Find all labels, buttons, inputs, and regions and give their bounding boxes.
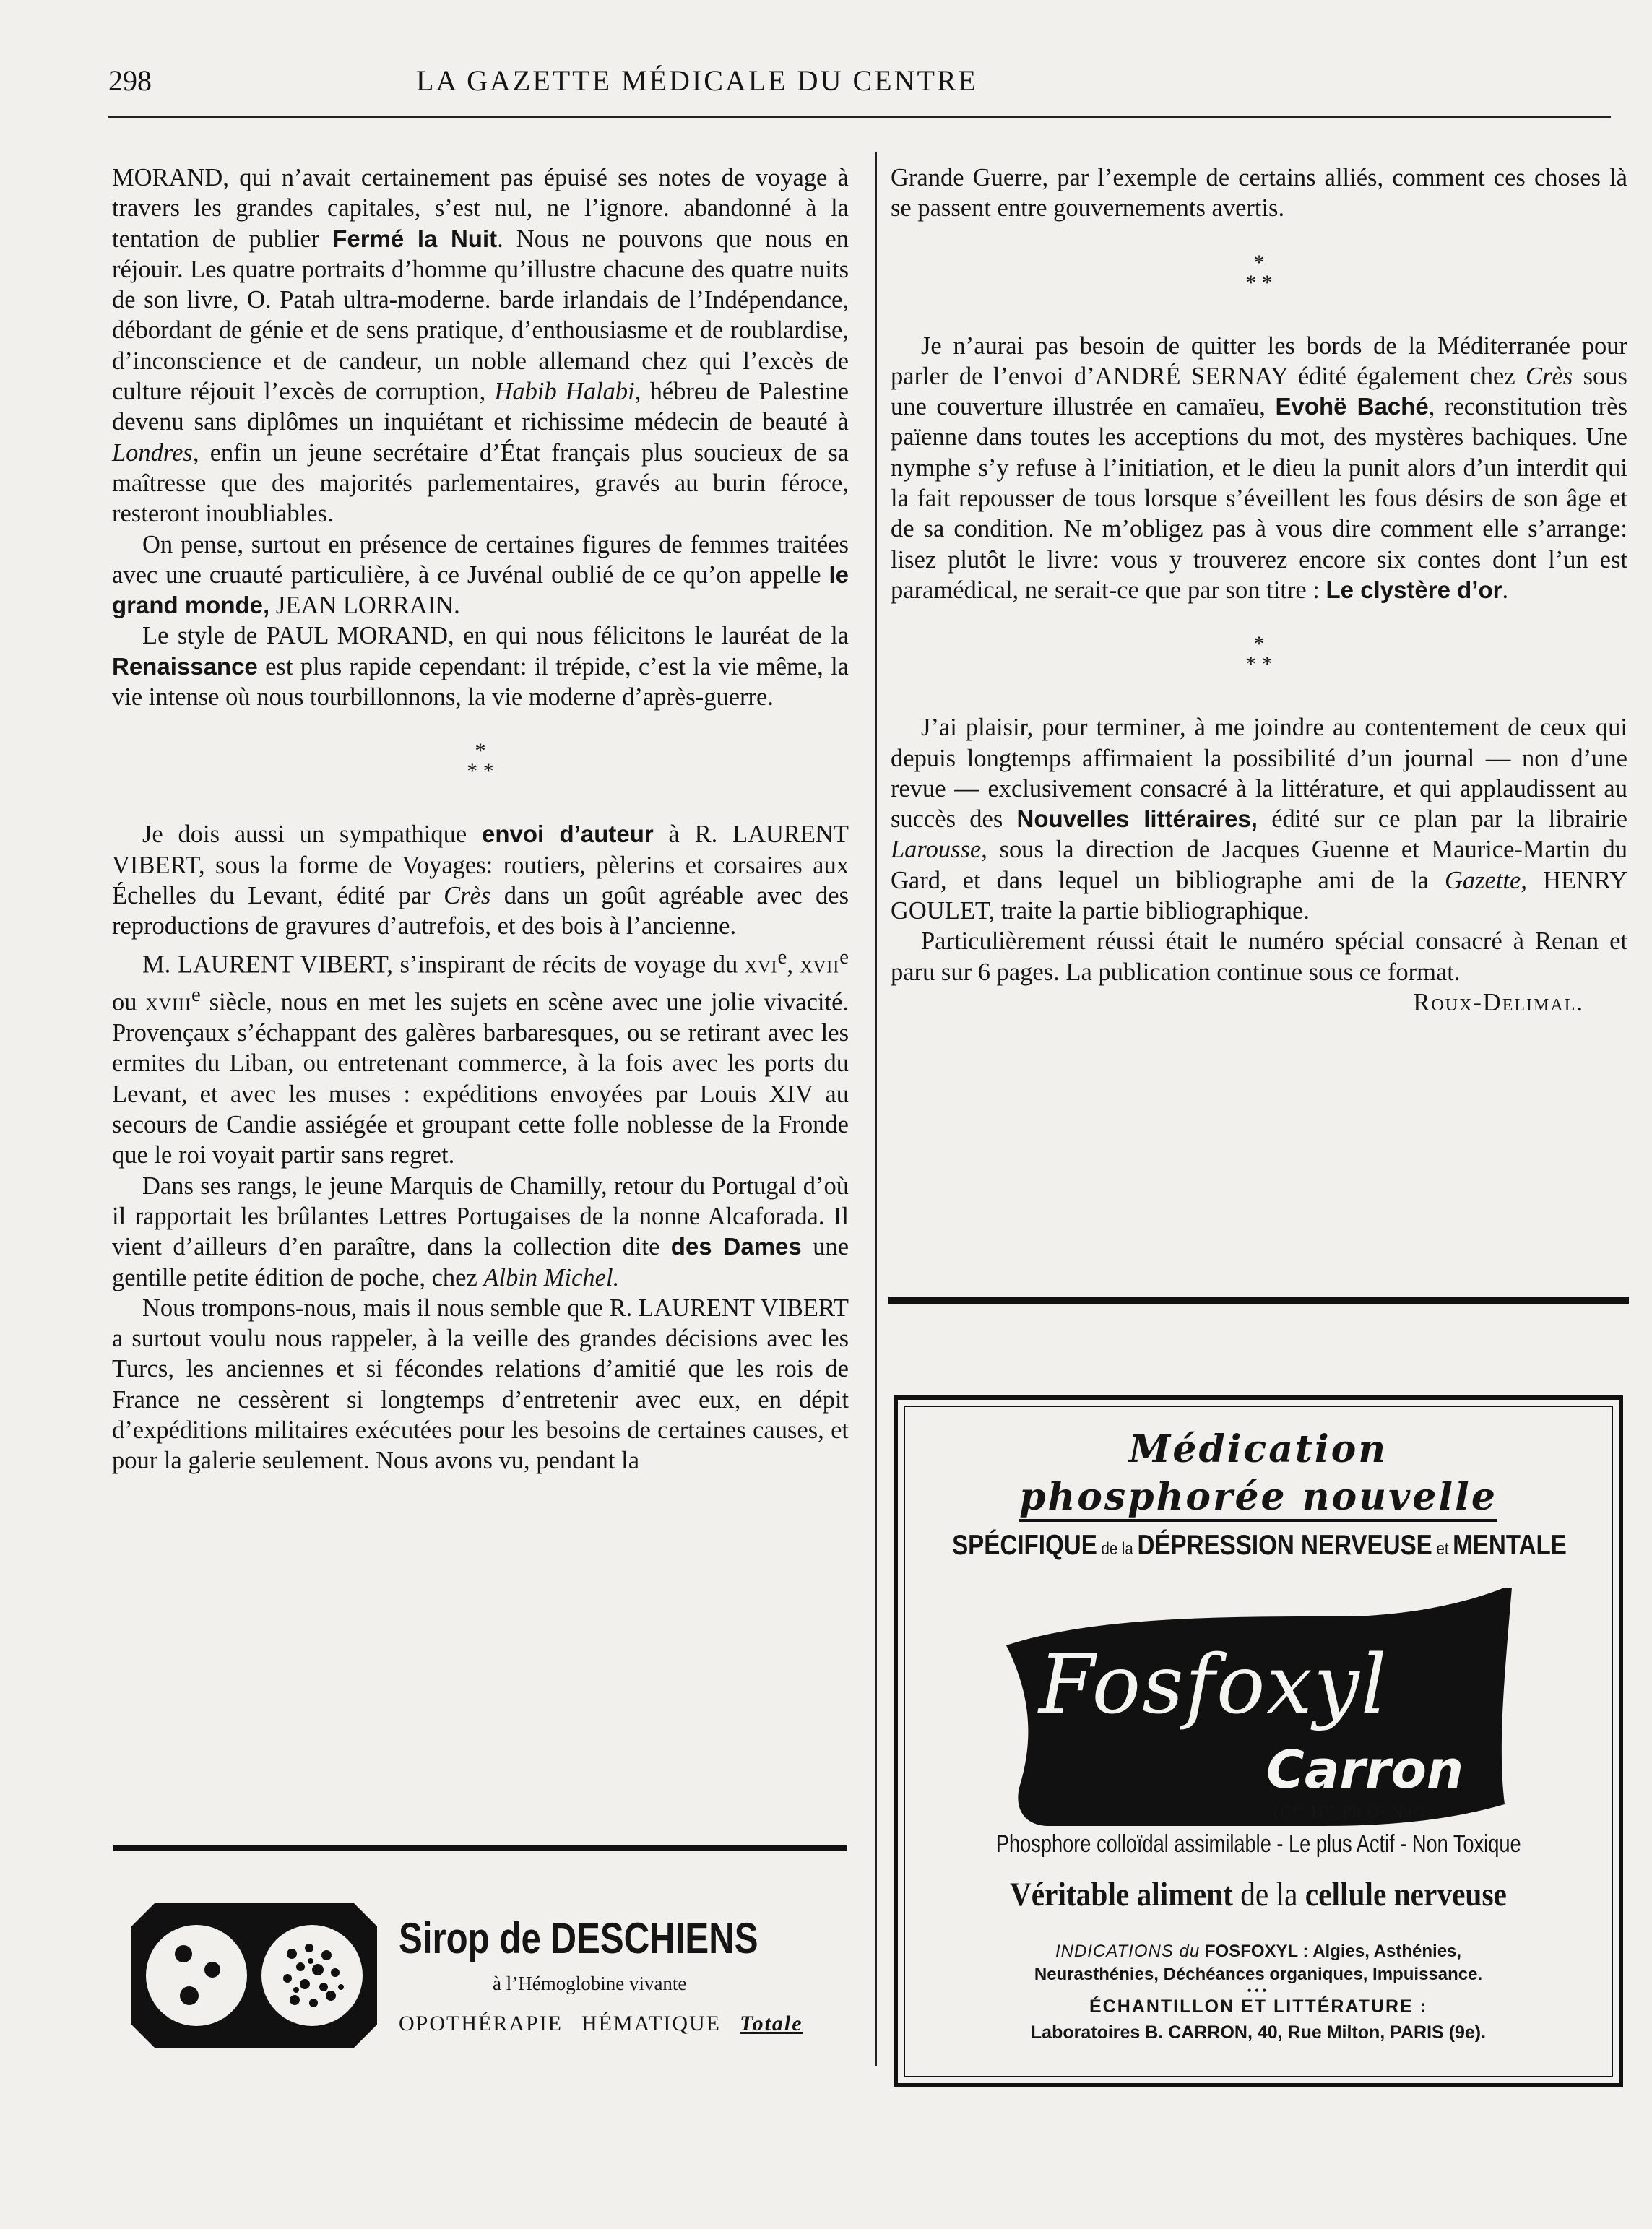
ad-claim: Phosphore colloïdal assimilable - Le plus Actif - Non Toxique bbox=[995, 1830, 1521, 1858]
paragraph: On pense, surtout en présence de certaines figures de femmes traitées avec une cruauté particulière, à ce Juvénal oublié de ce qu’on appelle le grand monde, JEAN LORRAIN. bbox=[112, 530, 849, 620]
carron-name: Carron bbox=[1266, 1739, 1464, 1800]
right-column bbox=[891, 163, 1627, 1018]
ad-ornament: ••• bbox=[1247, 1983, 1270, 1998]
paragraph: Je dois aussi un sympathique envoi d’auteur à R. LAURENT VIBERT, sous la forme de Voyages: routiers, pèlerins et corsaires aux Échelles du Levant, édité par Crès dans un goût agréable avec des reproductions de gravures d’autrefois, et des bois à l’ancienne. bbox=[112, 821, 849, 940]
page-header bbox=[108, 64, 1611, 107]
author-signature: Roux-Delimal. bbox=[1413, 988, 1584, 1016]
ad-headline-1: Médication bbox=[1128, 1427, 1388, 1471]
paragraph: M. LAURENT VIBERT, s’inspirant de récits de voyage du xvi$^e$, xvii$^e$ ou xviii$^e$ siècle, nous en met les sujets en scène avec une jolie vivacité. Provençaux s’échappant des galères barbaresques, ou se retirant avec les ermites du Liban, ou entretenant commerce, à la fois avec les ports du Levant, et avec les muses : expéditions envoyées par Louis XIV au secours de Candie assiégée et groupant cette folle noblesse de la Fronde que le roi voyait partir sans regret. bbox=[112, 945, 849, 1169]
paragraph: Particulièrement réussi était le numéro spécial consacré à Renan et paru sur 6 pages. La publication continue sous ce format. bbox=[891, 927, 1627, 986]
section-separator: * * * bbox=[1245, 250, 1273, 295]
running-title: LA GAZETTE MÉDICALE DU CENTRE bbox=[415, 64, 978, 97]
page-number: 298 bbox=[108, 64, 152, 97]
paragraph: Grande Guerre, par l’exemple de certains alliés, comment ces choses là se passent entre gouvernements avertis. bbox=[891, 164, 1627, 222]
ad-rule-right bbox=[888, 1297, 1629, 1304]
ad-specific-line: SPÉCIFIQUE de la DÉPRESSION NERVEUSE et MENTALE bbox=[952, 1530, 1567, 1561]
fosfoxyl-brand: Fosfoxyl bbox=[1039, 1638, 1388, 1732]
sirop-tagline: OPOTHÉRAPIE HÉMATIQUE Totale bbox=[399, 2012, 803, 2035]
chemical-formula: (C¹⁰ H¹⁵ Ph O² Na²) bbox=[1273, 1803, 1425, 1822]
left-column bbox=[112, 163, 849, 1476]
paragraph: Je n’aurai pas besoin de quitter les bords de la Méditerranée pour parler de l’envoi d’ANDRÉ SERNAY édité également chez Crès sous une couverture illustrée en camaïeu, Evohë Baché, reconstitution très païenne dans toutes les acceptions du mot, des mystères bachiques. Une nymphe s’y refuse à l’initiation, et le dieu la punit alors d’un interdit qui la fait repousser de tous lorsque s’éveillent les fous désirs de son âge et de sa condition. Ne m’obligez pas à vous dire comment elle s’arrange: lisez plutôt le livre: vous y trouverez encore six contes dont l’un est paramédical, ne serait-ce que par son titre : Le clystère d’or. bbox=[891, 332, 1628, 604]
ad-slogan: Véritable aliment de la cellule nerveuse bbox=[1010, 1876, 1507, 1913]
fosfoxyl-ad bbox=[894, 1395, 1623, 2087]
ad-address: Laboratoires B. CARRON, 40, Rue Milton, PARIS (9e). bbox=[1030, 2022, 1487, 2043]
ad-rule-left bbox=[113, 1845, 847, 1851]
paragraph: Le style de PAUL MORAND, en qui nous félicitons le lauréat de la Renaissance est plus rapide cependant: il trépide, c’est la vie même, la vie intense où nous tourbillonnons, la vie moderne d’après-guerre. bbox=[112, 622, 849, 711]
sirop-title: Sirop de DESCHIENS bbox=[399, 1914, 758, 1962]
column-divider bbox=[875, 152, 877, 2066]
paragraph: MORAND, qui n’avait certainement pas épuisé ses notes de voyage à travers les grandes capitales, s’est nul, ne l’ignore. abandonné à la tentation de publier Fermé la Nuit. Nous ne pouvons que nous en réjouir. Les quatre portraits d’homme qu’illustre chacune des quatre nuits de son livre, O. Patah ultra-moderne. barde irlandais de l’Indépendance, débordant de génie et de sens pratique, d’enthousiasme et de roublardise, d’inconscience et de candeur, un noble allemand chez qui l’excès de culture réjouit l’excès de corruption, Habib Halabi, hébreu de Palestine devenu sans diplômes un inquiétant et richissime médecin de beauté à Londres, enfin un jeune secrétaire d’État français plus soucieux de sa maîtresse que des majorités parlementaires, gravés au burin féroce, resteront inoubliables. bbox=[112, 164, 849, 528]
section-separator: * * * bbox=[467, 739, 494, 784]
sirop-subtitle: à l’Hémoglobine vivante bbox=[493, 1973, 687, 1994]
ad-indications: INDICATIONS du FOSFOXYL : Algies, Asthénies, Neurasthénies, Déchéances organiques, Impuissance. bbox=[1034, 1942, 1483, 1984]
paragraph: J’ai plaisir, pour terminer, à me joindre au contentement de ceux qui depuis longtemps affirmaient la possibilité d’un journal — non d’une revue — exclusivement consacré à la littérature, et qui applaudissent au succès des Nouvelles littéraires, édité sur ce plan par la librairie Larousse, sous la direction de Jacques Guenne et Maurice-Martin du Gard, et dans lequel un bibliographe ami de la Gazette, HENRY GOULET, traite la partie bibliographique. bbox=[891, 714, 1627, 925]
header-rule bbox=[108, 116, 1611, 118]
paragraph: Dans ses rangs, le jeune Marquis de Chamilly, retour du Portugal d’où il rapportait les brûlantes Lettres Portugaises de la nonne Alcaforada. Il vient d’ailleurs d’en paraître, dans la collection dite des Dames une gentille petite édition de poche, chez Albin Michel. bbox=[112, 1172, 849, 1291]
ad-sample-line: ÉCHANTILLON ET LITTÉRATURE : bbox=[1089, 1996, 1427, 2017]
paragraph: Nous trompons-nous, mais il nous semble que R. LAURENT VIBERT a surtout voulu nous rappeler, à la veille des grandes décisions avec les Turcs, les anciennes et si fécondes relations d’amitié que les rois de France ne cessèrent si longtemps d’entretenir avec eux, en dépit d’expéditions militaires exécutées pour les besoins de certaines causes, et pour la galerie seulement. Nous avons vu, pendant la bbox=[112, 1294, 849, 1475]
blood-cells-logo bbox=[131, 1903, 377, 2048]
sirop-deschiens-ad bbox=[131, 1903, 847, 2055]
ad-headline-2: phosphorée nouvelle bbox=[898, 1475, 1619, 1519]
section-separator: * * * bbox=[1245, 632, 1273, 677]
